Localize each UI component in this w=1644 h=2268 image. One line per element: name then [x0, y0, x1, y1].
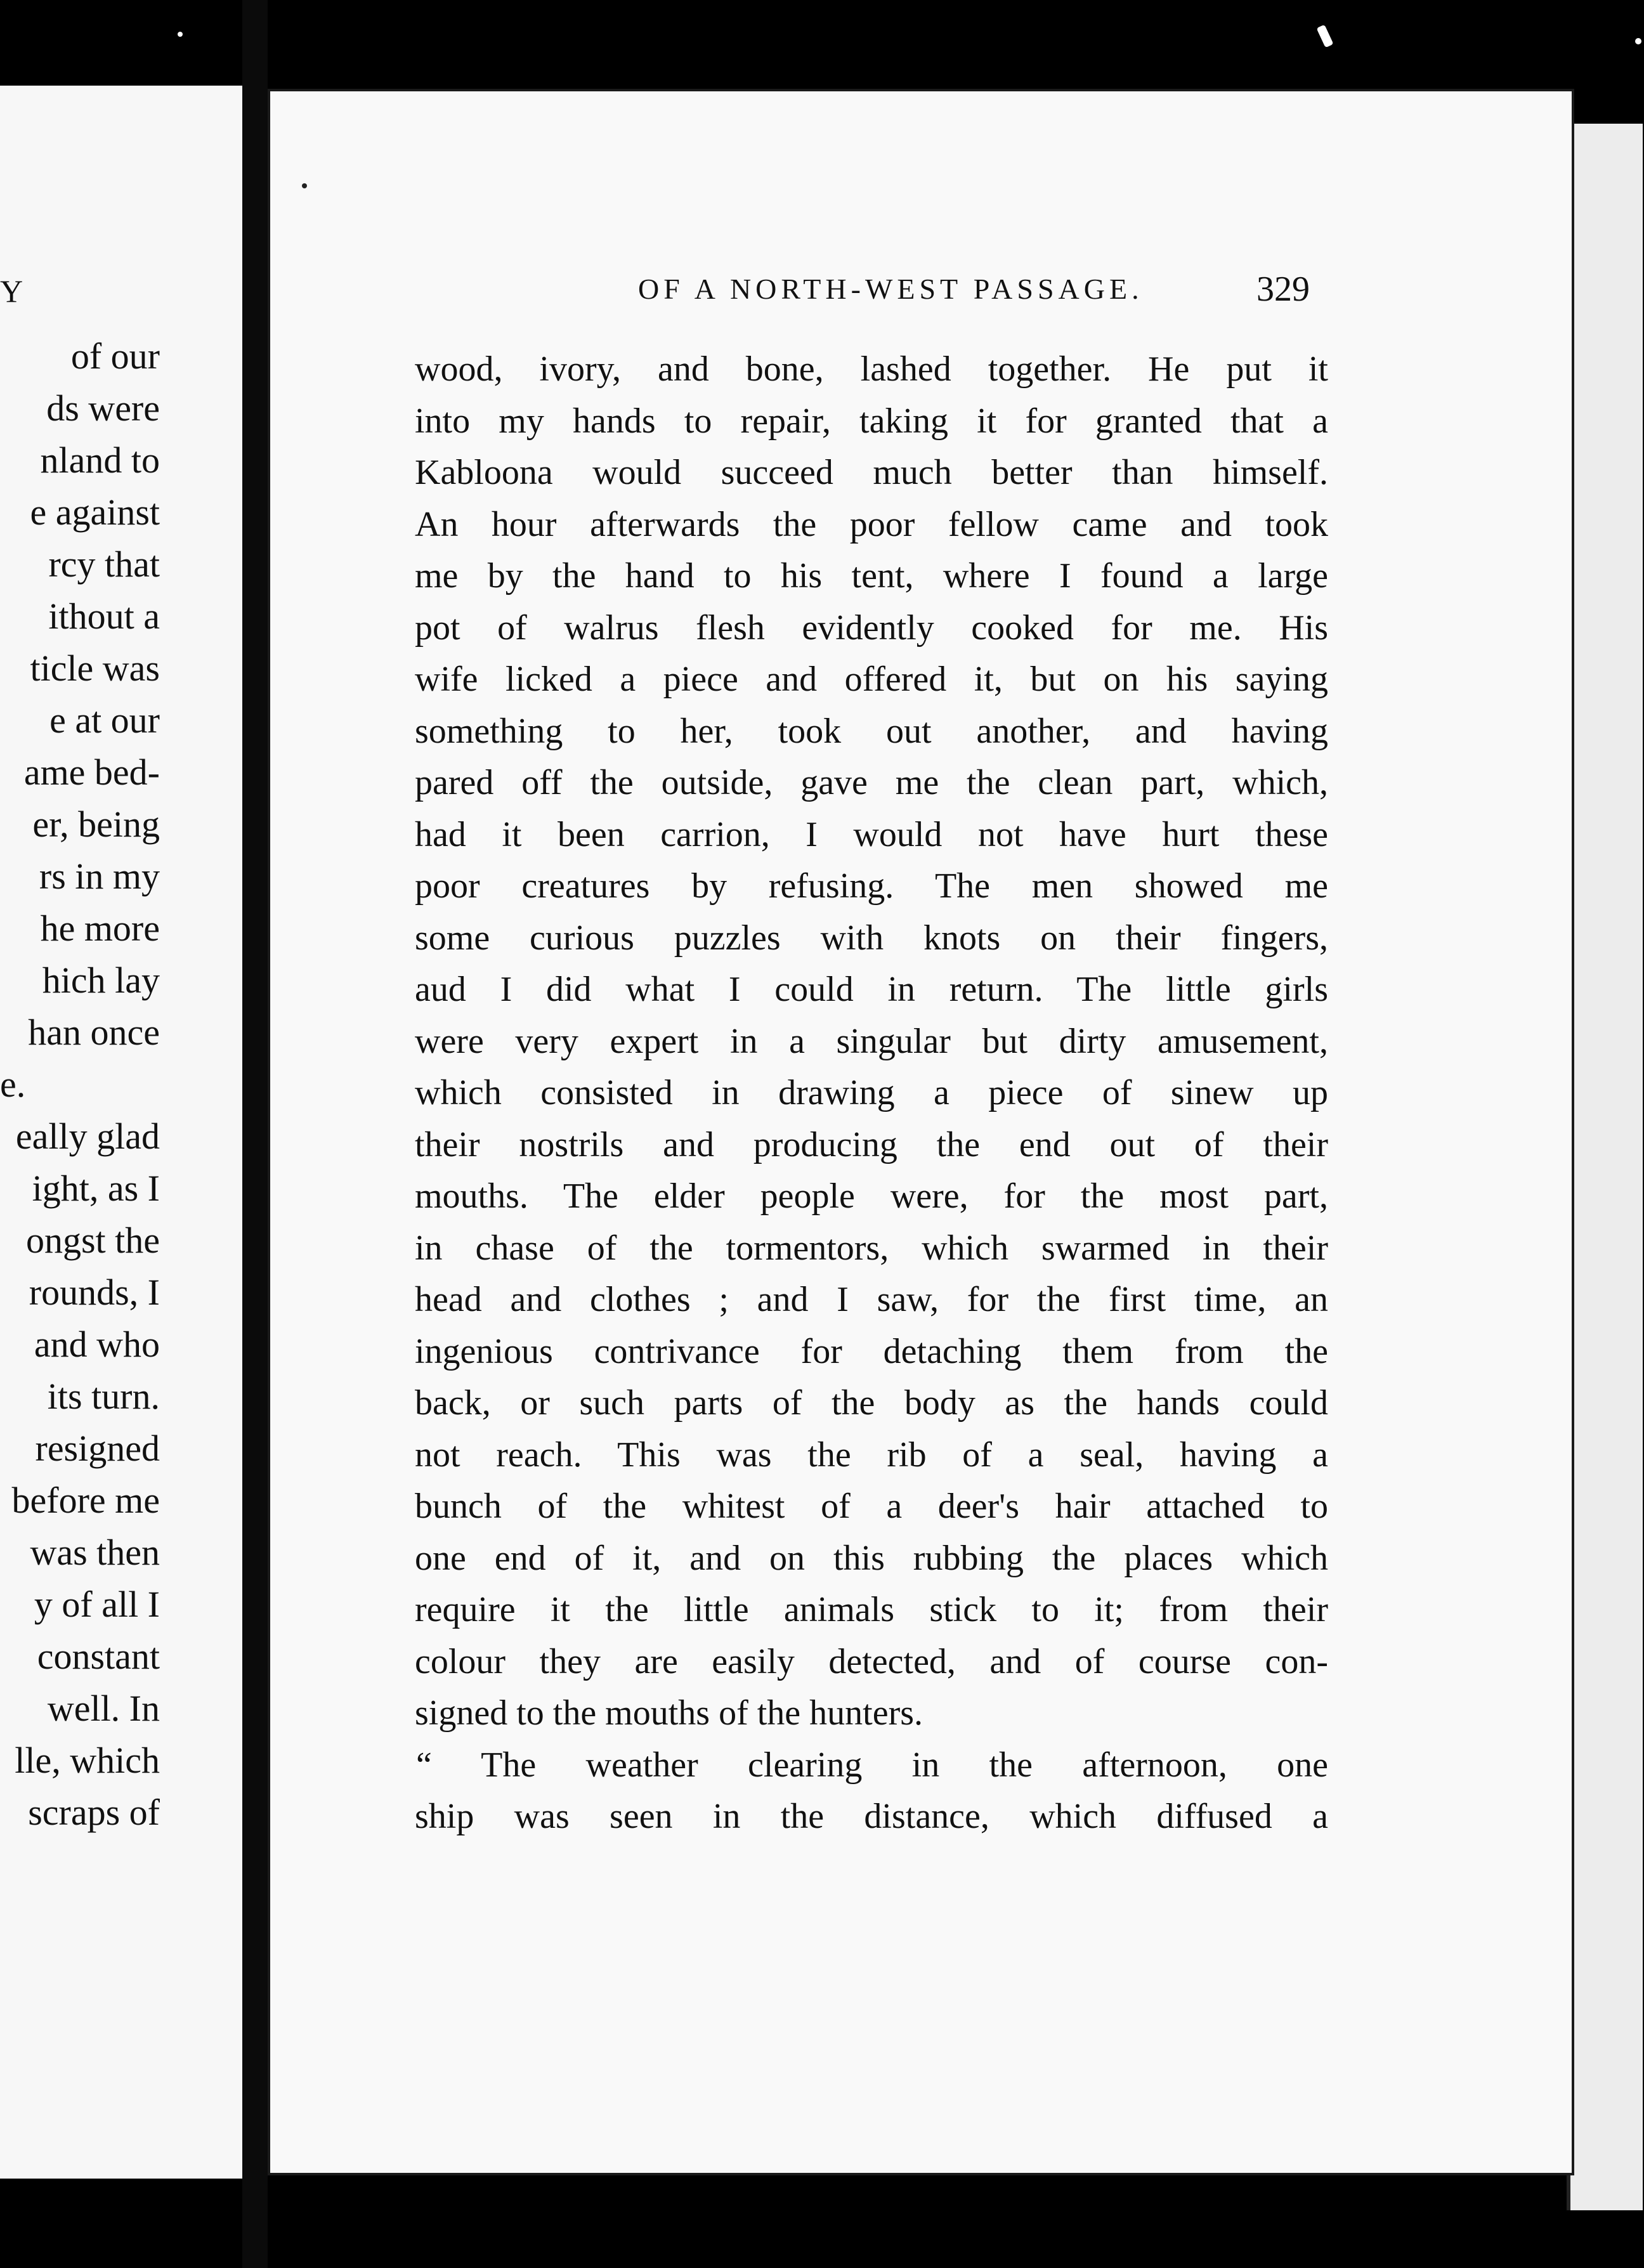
scan-speck	[1635, 38, 1641, 44]
left-text-line: its turn.	[47, 1376, 160, 1417]
left-text-line: he more	[40, 908, 160, 949]
left-text-line: and who	[34, 1324, 160, 1365]
left-text-line: ight, as I	[32, 1168, 160, 1209]
text-line: pared off the outside, gave me the clean part, which,	[415, 763, 1328, 802]
text-line: in chase of the tormentors, which swarmed in their	[415, 1228, 1328, 1268]
right-page	[268, 89, 1574, 2175]
text-line: which consisted in drawing a piece of sinew up	[415, 1073, 1328, 1112]
left-text-line: before me	[11, 1480, 160, 1521]
text-line: ship was seen in the distance, which diffused a	[415, 1797, 1328, 1836]
left-text-line: hich lay	[42, 960, 160, 1001]
left-text-line: e.	[0, 1064, 26, 1105]
text-line: ingenious contrivance for detaching them from the	[415, 1331, 1328, 1371]
left-text-line: e against	[30, 492, 160, 533]
text-line: An hour afterwards the poor fellow came and took	[415, 504, 1328, 544]
text-line: not reach. This was the rib of a seal, having a	[415, 1435, 1328, 1475]
text-line: wood, ivory, and bone, lashed together. He put it	[415, 349, 1328, 389]
book-gutter	[242, 0, 268, 2268]
scan-speck	[1316, 25, 1333, 48]
text-line: head and clothes ; and I saw, for the first time, an	[415, 1280, 1328, 1319]
scan-speck	[302, 183, 307, 188]
left-running-head-fragment: Y	[0, 273, 26, 309]
text-line: aud I did what I could in return. The little girls	[415, 970, 1328, 1009]
running-head: OF A NORTH-WEST PASSAGE.	[638, 273, 1144, 305]
text-line: something to her, took out another, and having	[415, 711, 1328, 751]
text-line: bunch of the whitest of a deer's hair attached to	[415, 1487, 1328, 1526]
left-text-line: rounds, I	[29, 1272, 160, 1313]
text-line: pot of walrus flesh evidently cooked for me. His	[415, 608, 1328, 648]
left-text-line: er, being	[32, 804, 160, 845]
text-line: wife licked a piece and offered it, but on his saying	[415, 660, 1328, 699]
left-text-line: scraps of	[28, 1792, 160, 1833]
text-line: require it the little animals stick to it; from their	[415, 1590, 1328, 1629]
left-text-line: of our	[70, 336, 160, 377]
scan-speck	[178, 32, 183, 37]
left-text-line: ticle was	[30, 648, 160, 689]
left-text-line: ame bed-	[23, 752, 160, 793]
left-text-line: constant	[37, 1636, 160, 1677]
text-line: mouths. The elder people were, for the most part,	[415, 1176, 1328, 1216]
left-text-line: han once	[28, 1012, 160, 1053]
left-text-line: resigned	[35, 1428, 160, 1469]
left-text-line: ithout a	[48, 596, 160, 637]
text-line: one end of it, and on this rubbing the places which	[415, 1538, 1328, 1578]
text-line: had it been carrion, I would not have hurt these	[415, 814, 1328, 854]
left-text-line: rs in my	[39, 856, 160, 897]
left-page-fragment	[0, 86, 242, 2179]
left-text-line: ds were	[46, 388, 160, 429]
left-text-line: was then	[30, 1532, 160, 1573]
text-line: were very expert in a singular but dirty amusement,	[415, 1021, 1328, 1061]
left-text-line: rcy that	[48, 544, 160, 585]
text-line: back, or such parts of the body as the hands could	[415, 1383, 1328, 1423]
left-text-line: well. In	[47, 1688, 160, 1729]
left-text-line: y of all I	[34, 1584, 160, 1625]
text-line: colour they are easily detected, and of course con-	[415, 1641, 1328, 1681]
text-line: “ The weather clearing in the afternoon, one	[416, 1745, 1328, 1785]
text-line: poor creatures by refusing. The men showed me	[415, 866, 1328, 906]
left-text-line: nland to	[40, 440, 160, 481]
page-body-text	[415, 344, 1328, 1843]
page-number: 329	[1256, 270, 1310, 309]
left-text-line: eally glad	[15, 1116, 160, 1157]
text-line: me by the hand to his tent, where I found a large	[415, 556, 1328, 596]
text-line: some curious puzzles with knots on their fingers,	[415, 918, 1328, 958]
text-line: their nostrils and producing the end out of their	[415, 1124, 1328, 1164]
left-text-line: ongst the	[25, 1220, 160, 1261]
left-text-line: e at our	[49, 700, 160, 741]
underlying-page-edge	[1567, 124, 1643, 2210]
text-line: signed to the mouths of the hunters.	[415, 1693, 923, 1733]
text-line: Kabloona would succeed much better than himself.	[415, 453, 1328, 492]
text-line: into my hands to repair, taking it for granted that a	[415, 401, 1328, 441]
left-text-line: lle, which	[15, 1740, 160, 1781]
